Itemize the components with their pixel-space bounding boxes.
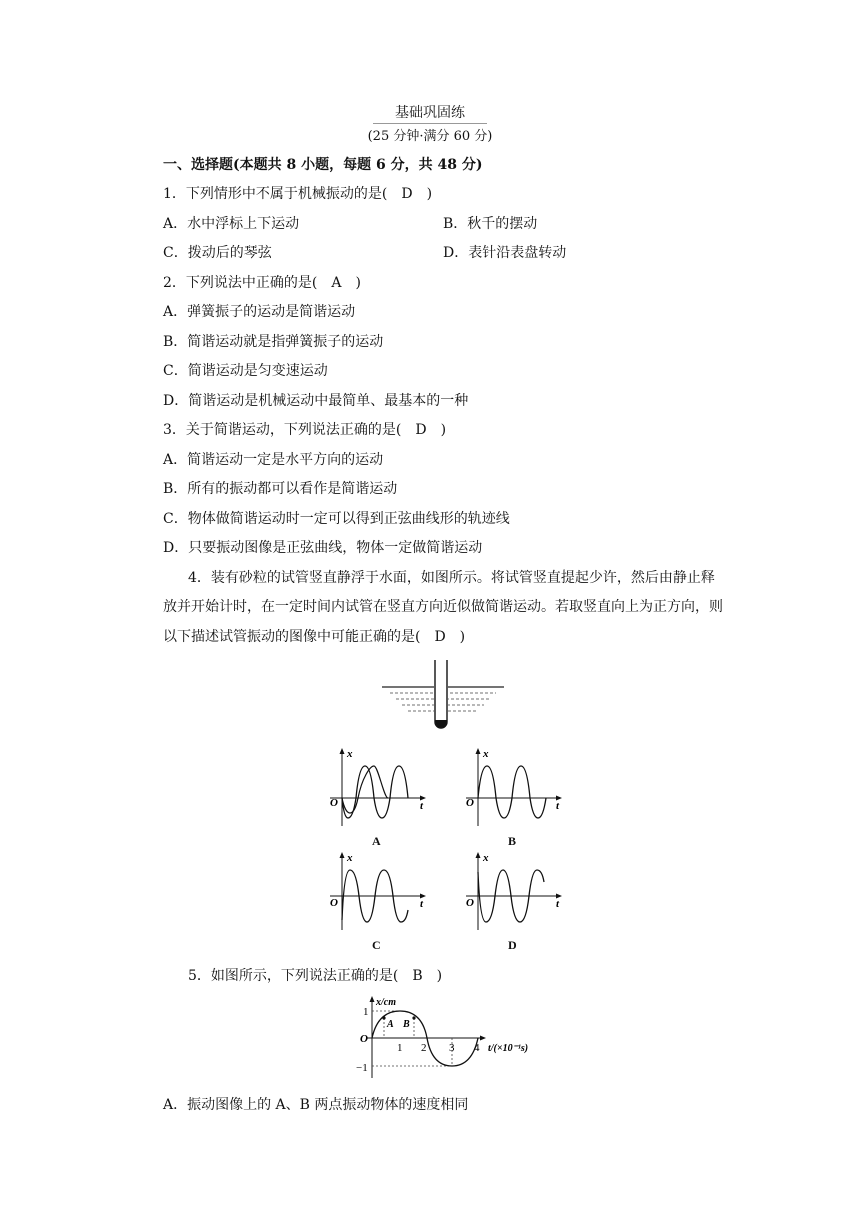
- q4-graph-a: [326, 746, 436, 826]
- q4-graph-c: [326, 850, 436, 930]
- q1-option-a: A．水中浮标上下运动: [163, 216, 300, 232]
- q2-option-d: D．简谐运动是机械运动中最简单、最基本的一种: [163, 393, 469, 409]
- graph-c-label: C: [372, 938, 381, 952]
- q4-graph-b: [462, 746, 572, 826]
- q4-line-1: 4．装有砂粒的试管竖直静浮于水面，如图所示。将试管竖直提起少许，然后由静止释: [188, 570, 715, 586]
- q5-option-a: A．振动图像上的 A、B 两点振动物体的速度相同: [163, 1097, 469, 1113]
- graph-d-origin: O: [466, 897, 474, 909]
- q4-line-3: 以下描述试管振动的图像中可能正确的是( D ): [163, 629, 466, 645]
- q5-x-tick-4: 4: [474, 1042, 480, 1054]
- page-subtitle: (25 分钟·满分 60 分): [367, 129, 493, 144]
- page-title: 基础巩固练: [395, 105, 465, 121]
- section-heading: 一、选择题(本题共 8 小题，每题 6 分，共 48 分): [163, 157, 483, 173]
- graph-d-t-label: t: [556, 898, 560, 910]
- graph-c-origin: O: [330, 897, 338, 909]
- q5-x-tick-1: 1: [397, 1042, 403, 1054]
- graph-a-origin: O: [330, 797, 338, 809]
- q3-option-c: C．物体做简谐运动时一定可以得到正弦曲线形的轨迹线: [163, 511, 510, 527]
- q5-point-a: A: [387, 1019, 394, 1030]
- graph-b-t-label: t: [556, 800, 560, 812]
- graph-b-x-label: x: [483, 748, 489, 760]
- q5-y-tick-neg1: −1: [356, 1062, 368, 1074]
- q5-x-tick-2: 2: [421, 1042, 427, 1054]
- q5-y-label: x/cm: [376, 997, 396, 1008]
- q3-option-a: A．简谐运动一定是水平方向的运动: [163, 452, 384, 468]
- q5-point-b: B: [403, 1019, 410, 1030]
- q1-option-b: B．秋千的摆动: [443, 216, 538, 232]
- title-underline: [373, 123, 487, 124]
- q2-option-a: A．弹簧振子的运动是简谐运动: [163, 304, 356, 320]
- graph-b-origin: O: [466, 797, 474, 809]
- graph-b-label: B: [508, 834, 517, 848]
- test-tube-diagram: [378, 660, 508, 740]
- q5-x-tick-3: 3: [449, 1042, 455, 1054]
- q2-option-b: B．简谐运动就是指弹簧振子的运动: [163, 334, 384, 350]
- graph-a-t-label: t: [420, 800, 424, 812]
- graph-a-label: A: [372, 834, 381, 848]
- q5-stem: 5．如图所示，下列说法正确的是( B ): [188, 968, 443, 984]
- q1-option-d: D．表针沿表盘转动: [443, 245, 567, 261]
- q3-option-d: D．只要振动图像是正弦曲线，物体一定做简谐运动: [163, 540, 483, 556]
- q3-option-b: B．所有的振动都可以看作是简谐运动: [163, 481, 398, 497]
- q4-line-2: 放并开始计时，在一定时间内试管在竖直方向近似做简谐运动。若取竖直向上为正方向，则: [163, 599, 723, 615]
- q5-displacement-graph: [346, 994, 546, 1084]
- q4-graph-d: [462, 850, 572, 930]
- graph-c-x-label: x: [347, 852, 353, 864]
- q1-option-c: C．拨动后的琴弦: [163, 245, 272, 261]
- q2-option-c: C．简谐运动是匀变速运动: [163, 363, 328, 379]
- q5-y-tick-1: 1: [363, 1006, 369, 1018]
- graph-a-x-label: x: [347, 748, 353, 760]
- q5-origin: O: [360, 1033, 368, 1045]
- graph-d-label: D: [508, 938, 517, 952]
- q1-stem: 1．下列情形中不属于机械振动的是( D ): [163, 186, 433, 202]
- q2-stem: 2．下列说法中正确的是( A ): [163, 275, 361, 291]
- q3-stem: 3．关于简谐运动，下列说法正确的是( D ): [163, 422, 447, 438]
- graph-c-t-label: t: [420, 898, 424, 910]
- q5-x-label: t/(×10⁻¹s): [488, 1043, 529, 1054]
- graph-d-x-label: x: [483, 852, 489, 864]
